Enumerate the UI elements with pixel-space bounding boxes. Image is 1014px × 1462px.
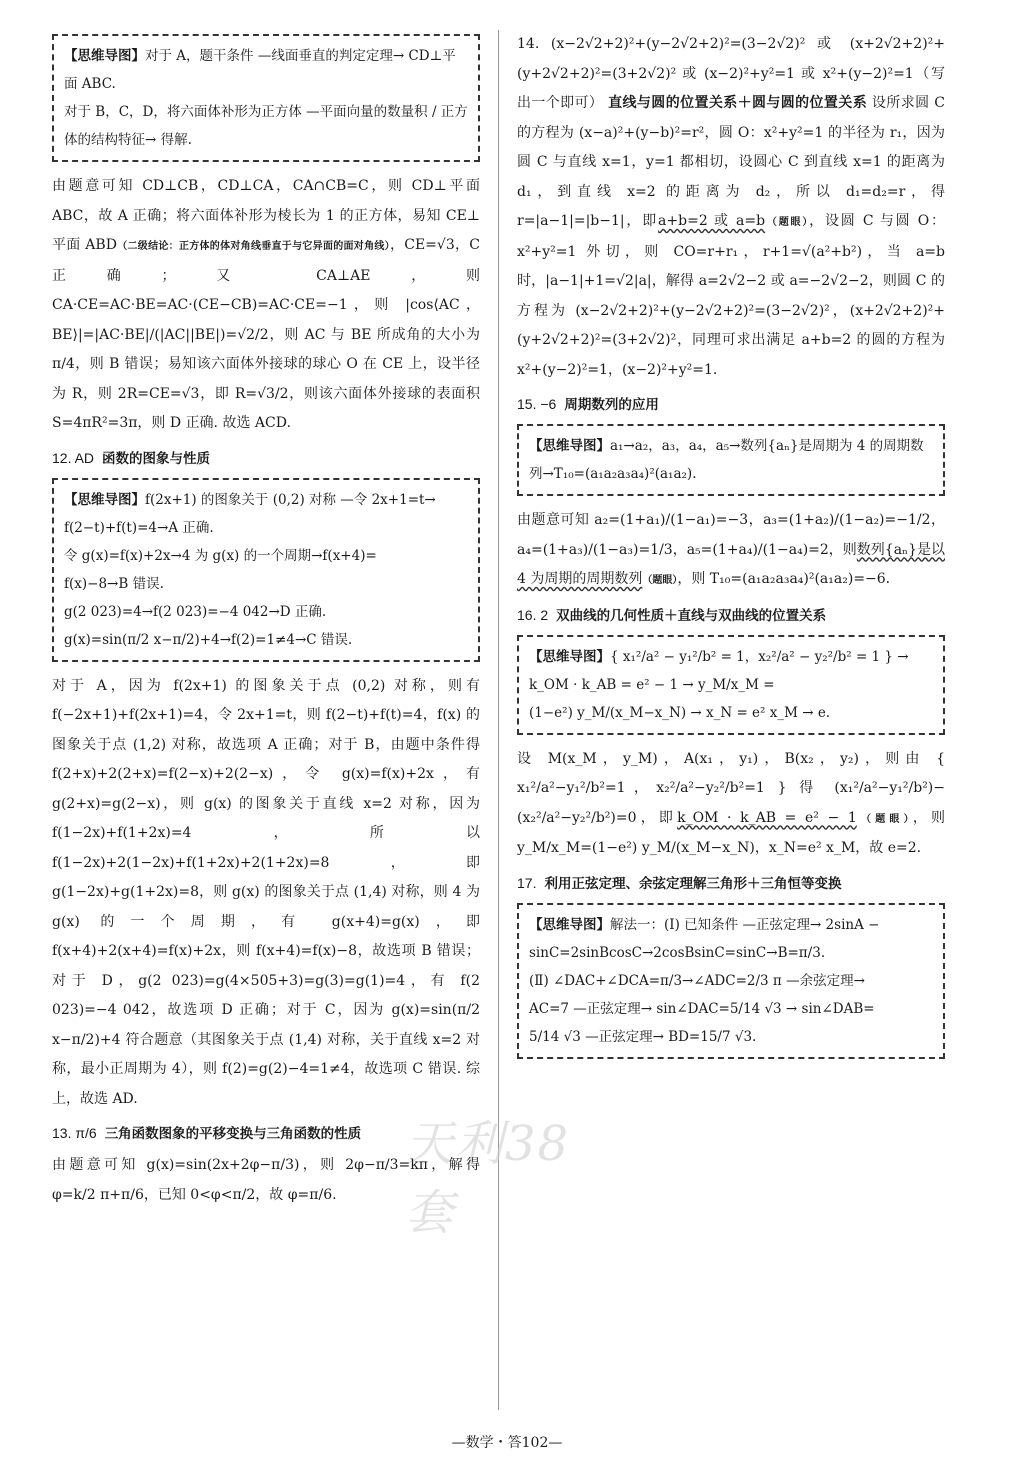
topic: 周期数列的应用 <box>564 397 659 413</box>
key-point: 数列{aₙ}是以 4 为周期的周期数列 <box>517 541 946 587</box>
box-line: (Ⅱ) ∠DAC+∠DCA=π/3→∠ADC=2/3 π —余弦定理→ <box>529 972 865 989</box>
key-note: （题眼） <box>856 813 913 825</box>
box-line: { x₁²/a² − y₁²/b² = 1，x₂²/a² − y₂²/b² = 1 } → k_OM · k_AB = e² − 1 → y_M/x_M = <box>529 648 909 693</box>
answer: (x−2√2+2)²+(y−2√2+2)²=(3−2√2)² 或 (x+2√2+2)²+(y+2√2+2)²=(3+2√2)² 或 (x−2)²+y²=1 或 x²+(y−2)²=1（写出一个即可） <box>517 36 946 111</box>
solution-14 <box>517 30 945 385</box>
box-line: f(2−t)+f(t)=4→A 正确. <box>64 519 214 536</box>
left-column <box>52 30 480 1210</box>
text: ，设圆 C 与圆 O：x²+y²=1 外切，则 CO=r+r₁，r+1=√(a²+b²)，当 a=b 时，|a−1|+1=√2|a|，解得 a=2√2−2 或 a=−2√2−2，则圆 C 的方程为 (x−2√2+2)²+(y−2√2+2)²=(3−2√2)²，(x+2√2+2)²+(y+2√2+2)²=(3+2√2)²，同理可求出满足 a+b=2 的圆的方程为 x²+(y−2)²=1，(x−2)²+y²=1. <box>517 213 946 378</box>
right-column <box>517 30 945 1069</box>
mind-map-box-11 <box>52 34 480 162</box>
box-line: f(x)−8→B 错误. <box>64 575 164 592</box>
text: ，则 T₁₀=(a₁a₂a₃a₄)²(a₁a₂)=−6. <box>677 571 891 587</box>
box-line: a₁→a₂，a₃，a₄，a₅→数列{aₙ}是周期为 4 的周期数列→T₁₀=(a₁a₂a₃a₄)²(a₁a₂). <box>529 438 924 482</box>
question-number: 14. <box>517 36 540 52</box>
question-12-header <box>52 443 480 474</box>
answer: 15. −6 <box>517 396 557 412</box>
text: ，则 y_M/x_M=(1−e²) y_M/(x_M−x_N)，x_N=e² x_M，故 e=2. <box>517 809 946 856</box>
solution-12: 对于 A，因为 f(2x+1) 的图象关于点 (0,2) 对称，则有 f(−2x+1)+f(2x+1)=4，令 2x+1=t，则 f(2−t)+f(t)=4，f(x) 的图象关于点 (1,2) 对称，故选项 A 正确；对于 B，由题中条件得 f(2+x)+2(2+x)=f(2−x)+2(2−x)，令 g(x)=f(x)+2x，有 g(2+x)=g(2−x)，则 g(x) 的图象关于直线 x=2 对称，因为 f(1−2x)+f(1+2x)=4，所以 f(1−2x)+2(1−2x)+f(1+2x)+2(1+2x)=8，即 g(1−2x)+g(1+2x)=8，则 g(x) 的图象关于点 (1,4) 对称，则 4 为 g(x) 的一个周期，有 g(x+4)=g(x)，即 f(x+4)+2(x+4)=f(x)+2x，则 f(x+4)=f(x)−8，故选项 B 错误；对于 D，g(2 023)=g(4×505+3)=g(3)=g(1)=4，有 f(2 023)=−4 042，故选项 D 正确；对于 C，因为 g(x)=sin(π/2 x−π/2)+4 符合题意（其图象关于点 (1,4) 对称，关于直线 x=2 对称，最小正周期为 4），则 f(2)=g(2)−4=1≠4，故选项 C 错误. 综上，故选 AD. <box>52 677 480 1107</box>
question-17-header <box>517 868 945 899</box>
question-16-header <box>517 600 945 631</box>
box-line: AC=7 —正弦定理→ sin∠DAC=5/14 √3 → sin∠DAB= <box>529 1000 875 1017</box>
key-point: a+b=2 或 a=b <box>658 213 766 229</box>
column-divider <box>498 30 499 1410</box>
box-label: 【思维导图】 <box>529 648 610 665</box>
box-line: sinC=2sinBcosC→2cosBsinC=sinC→B=π/3. <box>529 944 826 961</box>
text: ，CE=√3，C 正确；又 CA⊥AE，则 CA·CE=AC·BE=AC·(CE−CB)=AC·CE=−1，则 |cos⟨AC，BE⟩|=|AC·BE|/(|AC||BE|)=√2/2，则 AC 与 BE 所成角的大小为 π/4，则 B 错误；易知该六面体外接球的球心 O 在 CE 上，设半径为 R，则 2R=CE=√3，即 R=√3/2，则该六面体外接球的表面积 S=4πR²=3π，则 D 正确. 故选 ACD. <box>52 237 481 431</box>
page-footer: —数学・答102— <box>451 1435 563 1451</box>
answer: 16. 2 <box>517 606 549 623</box>
box-line: 令 g(x)=f(x)+2x→4 为 g(x) 的一个周期→f(x+4)= <box>64 547 377 564</box>
box-line: g(2 023)=4→f(2 023)=−4 042→D 正确. <box>64 603 327 620</box>
box-line: 对于 A，题干条件 —线面垂直的判定定理→ CD⊥平面 ABC. <box>64 48 456 92</box>
solution-11 <box>52 172 480 439</box>
box-line: 5/14 √3 —正弦定理→ BD=15/7 √3. <box>529 1028 757 1045</box>
topic: 函数的图象与性质 <box>102 450 211 467</box>
mind-map-box-17 <box>517 903 945 1059</box>
key-note: （题眼） <box>765 217 810 228</box>
conclusion-note: （二级结论：正方体的体对角线垂直于与它异面的面对角线） <box>116 241 390 252</box>
box-label: 【思维导图】 <box>64 48 145 64</box>
topic: 双曲线的几何性质＋直线与双曲线的位置关系 <box>556 607 827 624</box>
box-label: 【思维导图】 <box>529 438 610 454</box>
solution-13: 由题意可知 g(x)=sin(2x+2φ−π/3)，则 2φ−π/3=kπ，解得 φ=k/2 π+π/6，已知 0<φ<π/2，故 φ=π/6. <box>52 1157 480 1203</box>
mind-map-box-12 <box>52 478 480 662</box>
text: 由题意可知 CD⊥CB，CD⊥CA，CA∩CB=C，则 CD⊥平面 ABC，故 A 正确；将六面体补形为棱长为 1 的正方体，易知 CE⊥平面 ABD <box>52 178 480 253</box>
answer: 13. π/6 <box>52 1125 97 1141</box>
key-point: k_OM · k_AB = e² − 1 <box>677 809 857 826</box>
box-line: (1−e²) y_M/(x_M−x_N) → x_N = e² x_M → e. <box>529 704 831 721</box>
mind-map-box-16 <box>517 635 945 735</box>
text: 设 M(x_M，y_M)，A(x₁，y₁)，B(x₂，y₂)，则由 { x₁²/a²−y₁²/b²=1，x₂²/a²−y₂²/b²=1 } 得 (x₁²/a²−y₁²/b²)−(x₂²/a²−y₂²/b²)=0，即 <box>517 750 945 826</box>
box-label: 【思维导图】 <box>529 916 610 933</box>
topic: 直线与圆的位置关系＋圆与圆的位置关系 <box>608 95 868 111</box>
solution-15 <box>517 506 945 596</box>
box-line: g(x)=sin(π/2 x−π/2)+4→f(2)=1≠4→C 错误. <box>64 631 353 648</box>
question-number: 17. <box>517 874 537 891</box>
topic: 利用正弦定理、余弦定理解三角形＋三角恒等变换 <box>544 875 842 892</box>
text: 设所求圆 C 的方程为 (x−a)²+(y−b)²=r²，圆 O：x²+y²=1 的半径为 r₁，因为圆 C 与直线 x=1，y=1 都相切，设圆心 C 到直线 x=1 的距离为 d₁，到直线 x=2 的距离为 d₂，所以 d₁=d₂=r，得 r=|a−1|=|b−1|，即 <box>517 95 946 229</box>
box-line: 解法一：(Ⅰ) 已知条件 —正弦定理→ 2sinA − <box>610 916 880 933</box>
box-label: 【思维导图】 <box>64 491 145 508</box>
question-15-header <box>517 389 945 420</box>
text: 由题意可知 a₂=(1+a₁)/(1−a₁)=−3，a₃=(1+a₂)/(1−a₂)=−1/2，a₄=(1+a₃)/(1−a₃)=1/3，a₅=(1+a₄)/(1−a₄)=2，则 <box>517 512 945 558</box>
solution-16 <box>517 745 945 864</box>
question-13-header <box>52 1118 480 1149</box>
mind-map-box-15 <box>517 424 945 496</box>
key-note: （题眼） <box>642 575 678 586</box>
box-line: 对于 B，C，D，将六面体补形为正方体 —平面向量的数量积 / 正方体的结构特征→ 得解. <box>64 104 468 148</box>
topic: 三角函数图象的平移变换与三角函数的性质 <box>104 1126 362 1142</box>
watermark: 天利38套 <box>405 1116 571 1241</box>
box-line: f(2x+1) 的图象关于 (0,2) 对称 —令 2x+1=t→ <box>145 491 436 508</box>
answer: 12. AD <box>52 449 95 466</box>
